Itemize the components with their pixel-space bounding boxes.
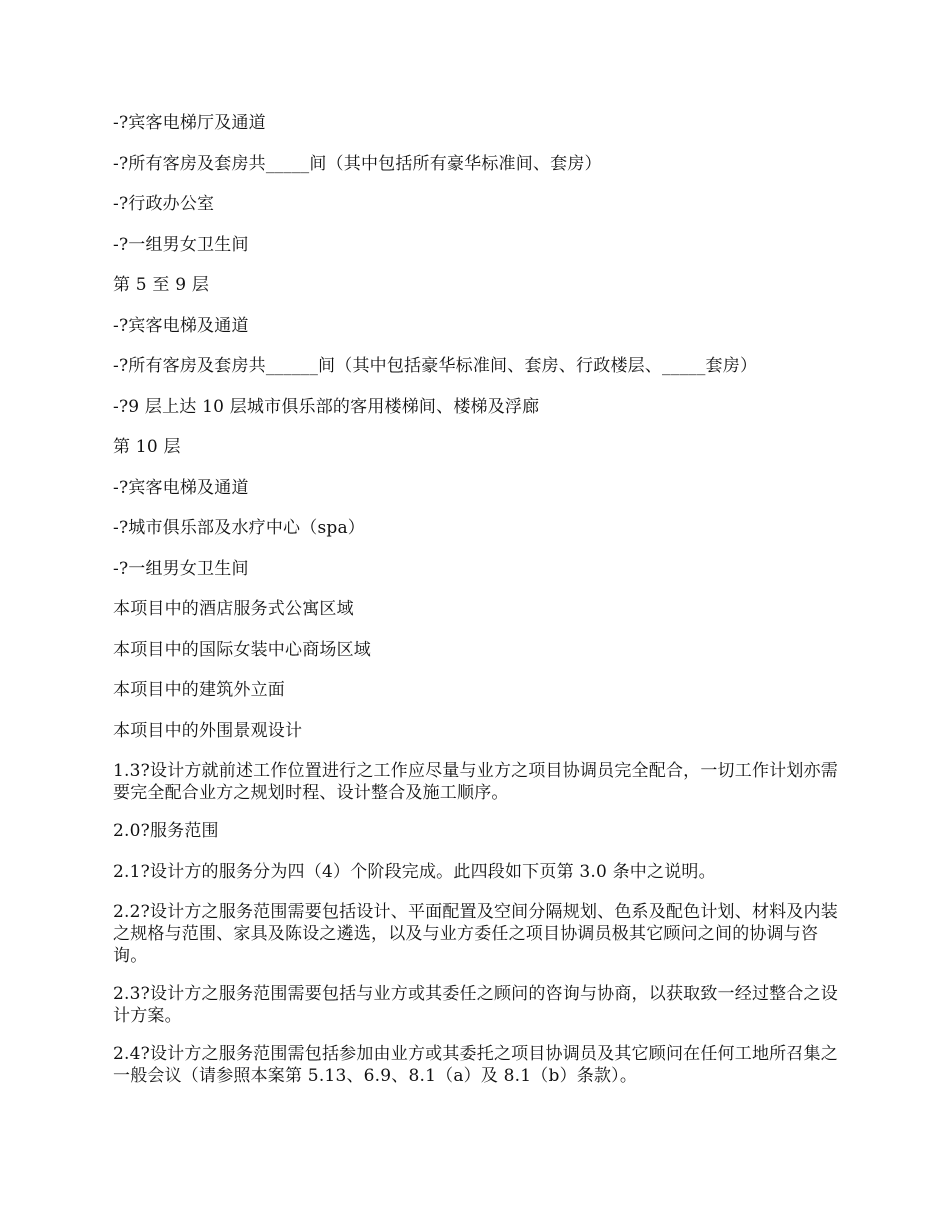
- paragraph: -?宾客电梯及通道: [113, 315, 249, 336]
- clause-2-1: 2.1?设计方的服务分为四（4）个阶段完成。此四段如下页第 3.0 条中之说明。: [113, 861, 716, 882]
- paragraph: 本项目中的外围景观设计: [113, 720, 303, 741]
- clause-2-3: 2.3?设计方之服务范围需要包括与业方或其委任之顾问的咨询与协商，以获取致一经过整合之设计方案。: [113, 984, 838, 1026]
- paragraph: 本项目中的国际女装中心商场区域: [113, 639, 371, 660]
- document-page: [113, 112, 840, 1103]
- clause-2-2: 2.2?设计方之服务范围需要包括设计、平面配置及空间分隔规划、色系及配色计划、材料及内装之规格与范围、家具及陈设之遴选，以及与业方委任之项目协调员极其它顾问之间的协调与咨询。: [113, 902, 838, 966]
- clause-2-4: 2.4?设计方之服务范围需包括参加由业方或其委托之项目协调员及其它顾问在任何工地所召集之一般会议（请参照本案第 5.13、6.9、8.1（a）及 8.1（b）条款）。: [113, 1044, 838, 1086]
- paragraph: -?一组男女卫生间: [113, 558, 249, 579]
- paragraph: 本项目中的酒店服务式公寓区域: [113, 599, 354, 619]
- section-heading: 第 5 至 9 层: [113, 275, 210, 295]
- paragraph: -?所有客房及套房共_____间（其中包括所有豪华标准间、套房）: [113, 153, 602, 174]
- section-heading: 2.0?服务范围: [113, 821, 219, 841]
- paragraph: -?行政办公室: [113, 194, 215, 214]
- paragraph: -?宾客电梯及通道: [113, 477, 249, 498]
- paragraph: -?9 层上达 10 层城市俱乐部的客用楼梯间、楼梯及浮廊: [113, 396, 540, 417]
- paragraph: -?宾客电梯厅及通道: [113, 113, 266, 133]
- paragraph: 本项目中的建筑外立面: [113, 680, 285, 700]
- section-heading: 第 10 层: [113, 437, 181, 457]
- paragraph: -?一组男女卫生间: [113, 234, 249, 255]
- paragraph: -?所有客房及套房共______间（其中包括豪华标准间、套房、行政楼层、_____套房）: [113, 356, 758, 376]
- paragraph: -?城市俱乐部及水疗中心（spa）: [113, 518, 365, 538]
- clause-1-3: 1.3?设计方就前述工作位置进行之工作应尽量与业方之项目协调员完全配合，一切工作计划亦需要完全配合业方之规划时程、设计整合及施工顺序。: [113, 761, 838, 803]
